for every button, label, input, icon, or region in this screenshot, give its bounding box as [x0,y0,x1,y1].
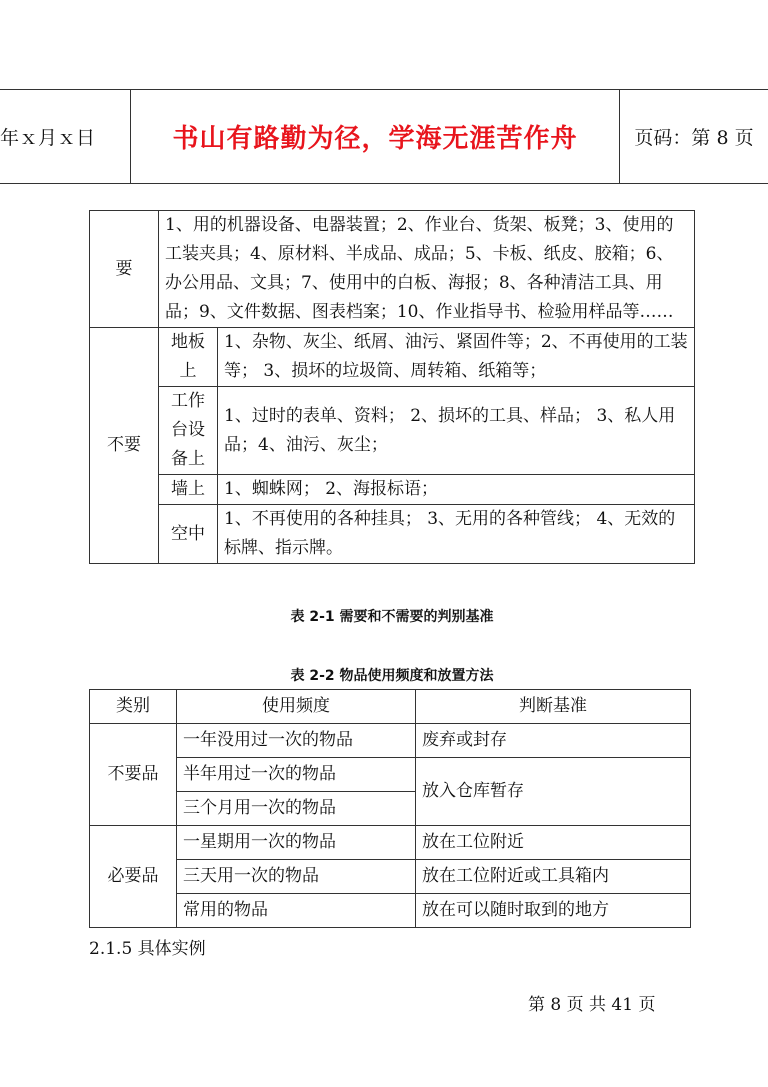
category-cell: 不要品 [90,724,177,826]
content-cell: 1、蜘蛛网； 2、海报标语； [218,475,695,505]
criterion-cell: 放入仓库暂存 [416,758,691,826]
judgment-criteria-table [89,210,695,564]
location-cell: 工作台设备上 [159,387,218,475]
table-row [90,328,695,387]
frequency-cell: 一星期用一次的物品 [177,826,416,860]
table-row [90,826,691,860]
frequency-cell: 三个月用一次的物品 [177,792,416,826]
table-row [90,894,691,928]
category-cell: 要 [90,211,159,328]
header-page-number: 页码：第 8 页 [634,127,754,149]
frequency-cell: 半年用过一次的物品 [177,758,416,792]
table-row [90,758,691,792]
frequency-cell: 一年没用过一次的物品 [177,724,416,758]
header-date: 年ｘ月ｘ日 [0,90,131,183]
table-2-caption: 表 2-2 物品使用频度和放置方法 [290,668,494,684]
usage-frequency-table [89,689,691,928]
content-cell: 1、过时的表单、资料； 2、损坏的工具、样品； 3、私人用品；4、油污、灰尘； [218,387,695,475]
location-cell: 墙上 [159,475,218,505]
criterion-cell: 放在可以随时取到的地方 [416,894,691,928]
table-1-caption: 表 2-1 需要和不需要的判别基准 [290,609,494,625]
content-cell: 1、不再使用的各种挂具； 3、无用的各种管线； 4、无效的标牌、指示牌。 [218,505,695,564]
table-row [90,475,695,505]
frequency-cell: 常用的物品 [177,894,416,928]
header-slogan: 书山有路勤为径，学海无涯苦作舟 [131,90,620,183]
criterion-cell: 废弃或封存 [416,724,691,758]
frequency-cell: 三天用一次的物品 [177,860,416,894]
page-footer: 第 8 页 共 41 页 [528,995,656,1015]
table-row [90,724,691,758]
table-row [90,211,695,328]
column-header: 使用频度 [177,690,416,724]
table-row [90,505,695,564]
criterion-cell: 放在工位附近或工具箱内 [416,860,691,894]
location-cell: 空中 [159,505,218,564]
table-header-row [90,690,691,724]
section-heading: 2.1.5 具体实例 [89,939,206,959]
category-cell: 必要品 [90,826,177,928]
location-cell: 地板上 [159,328,218,387]
page-header [0,89,768,184]
category-cell: 不要 [90,328,159,564]
criterion-cell: 放在工位附近 [416,826,691,860]
content-cell: 1、用的机器设备、电器装置；2、作业台、货架、板凳；3、使用的工装夹具；4、原材料、半成品、成品；5、卡板、纸皮、胶箱；6、办公用品、文具；7、使用中的白板、海报；8、各种清洁工具、用品；9、文件数据、图表档案；10、作业指导书、检验用样品等…… [159,211,695,328]
content-cell: 1、杂物、灰尘、纸屑、油污、紧固件等；2、不再使用的工装等； 3、损坏的垃圾筒、周转箱、纸箱等； [218,328,695,387]
column-header: 类别 [90,690,177,724]
column-header: 判断基准 [416,690,691,724]
table-row [90,387,695,475]
table-row [90,860,691,894]
